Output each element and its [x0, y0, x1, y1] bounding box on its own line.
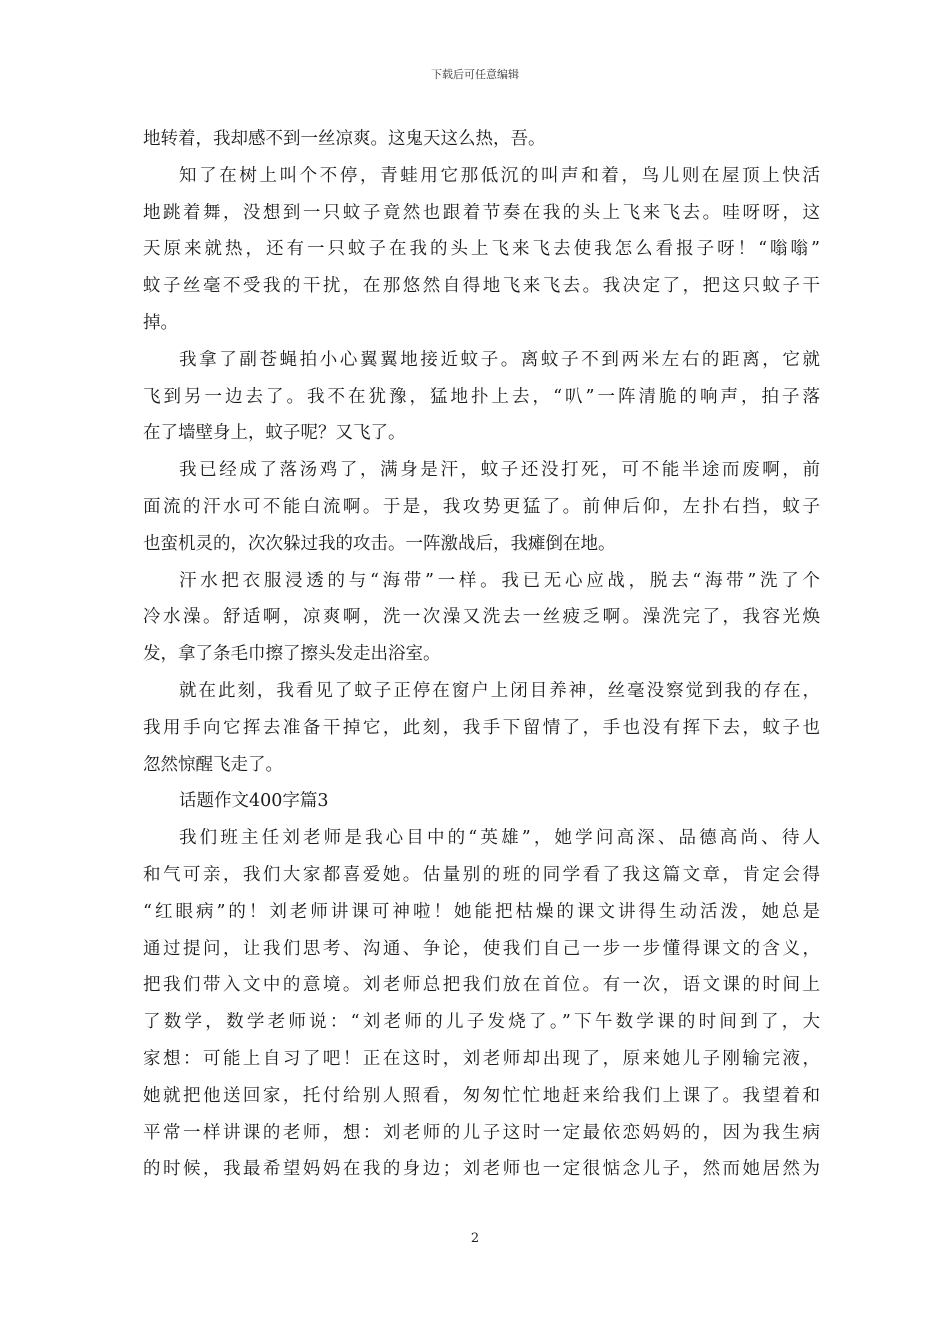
- text-line: 蚊子丝毫不受我的干扰，在那悠然自得地飞来飞去。我决定了，把这只蚊子干: [143, 276, 820, 297]
- text-line: 家想：可能上自习了吧！正在这时，刘老师却出现了，原来她儿子刚输完液，: [143, 1048, 820, 1069]
- document-body: [143, 121, 820, 1188]
- text-line: 的时候，我最希望妈妈在我的身边；刘老师也一定很惦念儿子，然而她居然为: [143, 1159, 820, 1180]
- text-line: 面流的汗水可不能白流啊。于是，我攻势更猛了。前伸后仰，左扑右挡，蚊子: [143, 496, 820, 517]
- text-line: 地转着，我却感不到一丝凉爽。这鬼天这么热，吾。: [143, 129, 546, 149]
- text-line: 平常一样讲课的老师，想：刘老师的儿子这时一定最依恋妈妈的，因为我生病: [143, 1122, 820, 1143]
- text-line: 忽然惊醒飞走了。: [143, 754, 283, 775]
- text-line: 发，拿了条毛巾擦了擦头发走出浴室。: [143, 644, 441, 665]
- page-header: 下载后可任意编辑: [431, 68, 519, 81]
- text-line: 天原来就热，还有一只蚊子在我的头上飞来飞去使我怎么看报子呀！“嗡嗡”: [143, 239, 820, 260]
- text-line: 我用手向它挥去准备干掉它，此刻，我手下留情了，手也没有挥下去，蚊子也: [143, 717, 820, 738]
- text-line: 把我们带入文中的意境。刘老师总把我们放在首位。有一次，语文课的时间上: [143, 975, 820, 996]
- text-line: 我已经成了落汤鸡了，满身是汗，蚊子还没打死，可不能半途而废啊，前: [179, 460, 820, 481]
- text-line: 和气可亲，我们大家都喜爱她。估量别的班的同学看了我这篇文章，肯定会得: [143, 864, 820, 885]
- text-line: 她就把他送回家，托付给别人照看，匆匆忙忙地赶来给我们上课了。我望着和: [143, 1085, 820, 1106]
- text-line: 就在此刻，我看见了蚊子正停在窗户上闭目养神，丝毫没察觉到我的存在，: [179, 680, 820, 701]
- text-line: “红眼病”的！刘老师讲课可神啦！她能把枯燥的课文讲得生动活泼，她总是: [143, 901, 820, 922]
- text-line: 汗水把衣服浸透的与“海带”一样。我已无心应战，脱去“海带”洗了个: [179, 570, 820, 591]
- text-line: 地跳着舞，没想到一只蚊子竟然也跟着节奏在我的头上飞来飞去。哇呀呀，这: [143, 202, 820, 223]
- text-line: 掉。: [143, 312, 178, 333]
- text-line: 知了在树上叫个不停，青蛙用它那低沉的叫声和着，鸟儿则在屋顶上快活: [179, 165, 820, 186]
- text-line: 也蛮机灵的，次次躲过我的攻击。一阵激战后，我瘫倒在地。: [143, 533, 616, 554]
- text-line: 在了墙壁身上，蚊子呢？又飞了。: [143, 423, 406, 444]
- text-line: 通过提问，让我们思考、沟通、争论，使我们自己一步一步懂得课文的含义，: [143, 938, 820, 959]
- section-heading: 话题作文400字篇3: [179, 791, 329, 812]
- text-line: 飞到另一边去了。我不在犹豫，猛地扑上去，“叭”一阵清脆的响声，拍子落: [143, 386, 820, 407]
- text-line: 冷水澡。舒适啊，凉爽啊，洗一次澡又洗去一丝疲乏啊。澡洗完了，我容光焕: [143, 607, 820, 628]
- text-line: 我拿了副苍蝇拍小心翼翼地接近蚊子。离蚊子不到两米左右的距离，它就: [179, 349, 820, 370]
- text-line: 了数学，数学老师说：“刘老师的儿子发烧了。”下午数学课的时间到了，大: [143, 1012, 820, 1033]
- text-line: 我们班主任刘老师是我心目中的“英雄”，她学问高深、品德高尚、待人: [179, 828, 820, 849]
- page-number: 2: [470, 1231, 480, 1246]
